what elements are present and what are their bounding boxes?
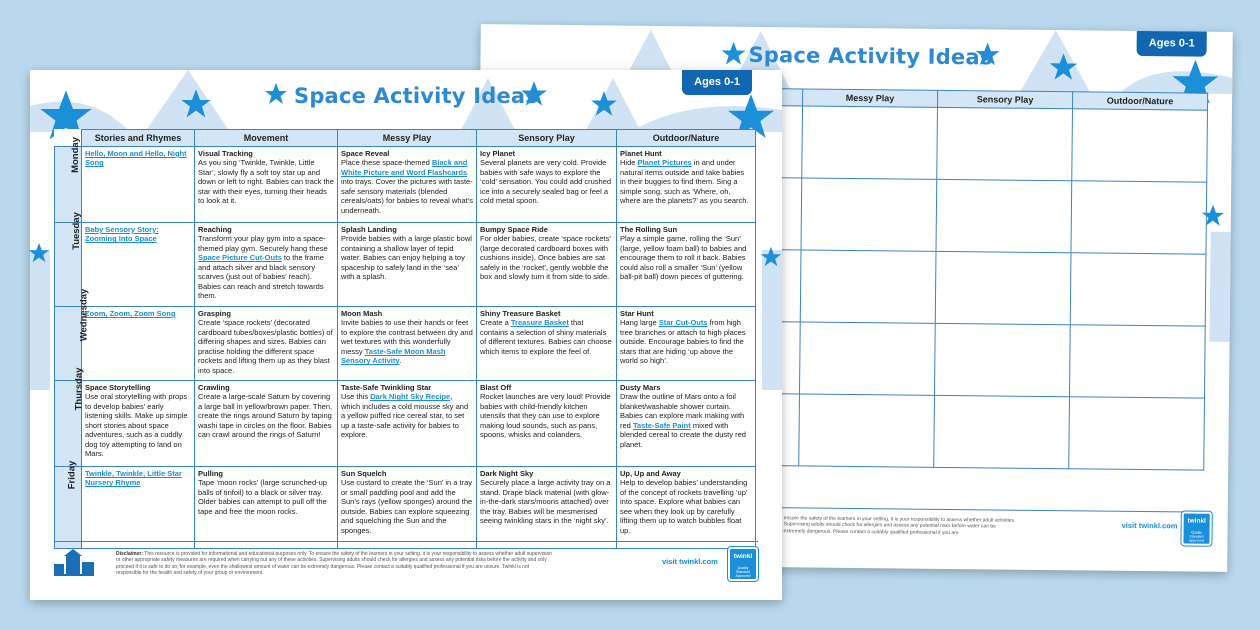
- side-rocket-icon: [1204, 232, 1231, 342]
- activity-text: in and under natural items outside and take babies in their buggies to find them. Sing a simple song, such as ‘Where, oh, where are the planets?’ as you search.: [620, 158, 749, 206]
- table-row: [55, 147, 756, 223]
- twinkl-quality-badge: [728, 547, 758, 581]
- activity-cell: [338, 147, 477, 223]
- activity-title: Grasping: [198, 309, 231, 318]
- table-row: [55, 307, 756, 381]
- back-empty-cell: [1070, 253, 1206, 326]
- activity-link[interactable]: Taste-Safe Paint: [632, 420, 691, 430]
- activity-text: Play a simple game, rolling the ‘Sun’ (large, yellow foam ball) to babies and encourage them to roll it back. Babies could also roll a smaller ‘Sun’ (yellow ball-pit ball) down pieces of guttering.: [620, 234, 747, 282]
- activity-link[interactable]: Twinkle, Twinkle, Little Star Nursery Rhyme: [85, 469, 182, 488]
- activity-cell: [477, 223, 617, 307]
- activity-text: that contains a selection of shiny materials of different textures. Babies can choose which items to explore the feel of.: [480, 318, 612, 356]
- activity-title: Icy Planet: [480, 149, 516, 158]
- activity-title: Reaching: [198, 225, 232, 234]
- activity-cell: [477, 147, 617, 223]
- activity-cell: [82, 467, 195, 549]
- activity-link[interactable]: Star Cut-Outs: [658, 318, 708, 328]
- header: [30, 70, 782, 130]
- back-empty-cell: [801, 178, 937, 251]
- column-header-messy-play: Messy Play: [338, 130, 477, 147]
- visit-twinkl-link[interactable]: visit twinkl.com: [662, 557, 718, 566]
- activity-title: Bumpy Space Ride: [480, 225, 548, 234]
- activity-cell: [82, 223, 195, 307]
- back-empty-cell: [934, 395, 1070, 468]
- activity-title: Taste-Safe Twinkling Star: [341, 383, 432, 392]
- activity-cell: [617, 223, 756, 307]
- activity-text: Several planets are very cold. Provide babies with safe ways to explore the ‘cold’ sensation. You could add crushed ice into a securely sealed bag or feel a cold metal spoon.: [480, 158, 612, 206]
- activity-title: Planet Hunt: [620, 149, 662, 158]
- disclaimer-label: Disclaimer:: [116, 551, 143, 557]
- back-empty-cell: [802, 106, 938, 179]
- table-row: [55, 381, 756, 467]
- column-header-movement: Movement: [195, 130, 338, 147]
- activity-title: Space Reveal: [341, 149, 390, 158]
- column-header-stories: Stories and Rhymes: [82, 130, 195, 147]
- activity-cell: [338, 223, 477, 307]
- activity-title: Up, Up and Away: [620, 469, 681, 478]
- star-icon: [1048, 52, 1078, 82]
- badge-brand: twinkl: [733, 553, 753, 560]
- badge-caption: Quality Standard Approved: [735, 566, 751, 578]
- activity-cell: [82, 381, 195, 467]
- activity-cell: [195, 307, 338, 381]
- activity-cell: [338, 307, 477, 381]
- back-column-header: Sensory Play: [938, 90, 1073, 108]
- activity-link[interactable]: Zoom, Zoom, Zoom Song: [85, 309, 176, 318]
- activity-link[interactable]: Taste-Safe Moon Mash Sensory Activity: [341, 346, 446, 366]
- activity-text: Use custard to create the ‘Sun’ in a tray or small paddling pool and add the Sun’s rays (yellow sponges) around the outside. Babies can explore squeezing and squelching the Sun and the sponges.: [341, 478, 473, 535]
- day-label: Friday: [55, 467, 82, 549]
- activity-cell: [617, 307, 756, 381]
- activity-cell: [617, 147, 756, 223]
- table-row: [55, 467, 756, 549]
- activity-text: Hang large: [620, 318, 659, 328]
- activity-cell: [338, 467, 477, 549]
- star-icon: [720, 41, 746, 67]
- star-icon: [590, 90, 618, 118]
- back-ages-badge: Ages 0-1: [1137, 31, 1207, 57]
- activity-link[interactable]: Treasure Basket: [510, 318, 569, 328]
- back-empty-cell: [1071, 181, 1207, 254]
- activity-title: Pulling: [198, 469, 223, 478]
- activity-title: Shiny Treasure Basket: [480, 309, 561, 318]
- activity-text: For older babies, create ‘space rockets’ (large decorated cardboard boxes with cushions inside). Once babies are sat safely in the ‘rocket’, gently wobble the box and slowly turn it from side to side.: [480, 234, 611, 282]
- activity-text: Tape ‘moon rocks’ (large scrunched-up balls of tinfoil) to a black or silver tray. Older babies can attempt to pull off the tape and free the moon rocks.: [198, 478, 327, 516]
- page-title: Space Activity Ideas: [294, 84, 538, 108]
- activity-text: Create a large-scale Saturn by covering a large ball in yellow/brown paper. Then, create the rings around Saturn by taping washi tape in circles on the floor. Babies can crawl around the rings of Saturn!: [198, 392, 333, 440]
- activity-title: Sun Squelch: [341, 469, 387, 478]
- back-badge-brand: twinkl: [1187, 517, 1206, 525]
- activity-text: from high tree branches or attach to high places outside. Encourage babies to find the stars that are hiding ‘up above the world so high’.: [620, 318, 746, 366]
- star-icon: [760, 246, 782, 268]
- activity-cell: [477, 307, 617, 381]
- activity-title: Blast Off: [480, 383, 512, 392]
- activity-text: .: [399, 356, 402, 366]
- back-empty-cell: [1069, 397, 1205, 470]
- column-header-outdoor-nature: Outdoor/Nature: [617, 130, 756, 147]
- activity-cell: [477, 467, 617, 549]
- star-icon: [28, 242, 50, 264]
- activity-title: Dusty Mars: [620, 383, 661, 392]
- activity-title: Star Hunt: [620, 309, 654, 318]
- back-empty-cell: [799, 394, 935, 467]
- activity-title: Crawling: [198, 383, 230, 392]
- activity-cell: [338, 381, 477, 467]
- back-empty-cell: [800, 250, 936, 323]
- activity-text: Invite babies to use their hands or feet to explore the contrast between dry and wet textures with this wonderfully messy: [341, 318, 473, 356]
- day-label: Thursday: [55, 381, 82, 467]
- back-empty-cell: [934, 323, 1070, 396]
- activity-text: Draw the outline of Mars onto a foil blanket/washable shower curtain. Babies can explore mark making with red: [620, 392, 745, 430]
- activity-title: Splash Landing: [341, 225, 397, 234]
- back-disclaimer: ensure the safety of the learners in your setting, it is your responsibility to assess whether adult activities. Supervising adults should check for allergies and assess any potential risks before water can be extremely dangerous. Please contact a suitably qualified professional if you are: [783, 515, 1016, 536]
- disclaimer-body: This resource is provided for informational and educational purposes only. To ensure the safety of the learners in your setting, it is your responsibility to assess whether adult supervision or other appropriate safety measures are required when carrying out any of these activities. Supervising adults should check for allergies and assess any potential risks before the activity and only proceed if it is safe to do so; for example, even the shallowest amount of water can be extremely dangerous. Please contact a suitably qualified professional if you are unsure. Twinkl is not responsible for the health and safety of your group or environment.: [116, 551, 553, 576]
- activity-text: mixed with blended cereal to create the dusty red planet.: [620, 420, 746, 449]
- back-column-header: Outdoor/Nature: [1072, 92, 1207, 110]
- star-icon: [264, 82, 288, 106]
- activity-link[interactable]: Black and White Picture and Word Flashcards: [341, 158, 468, 177]
- activity-cell: [195, 223, 338, 307]
- activity-text: into trays. Cover the pictures with taste-safe sensory materials (blended cereals/oats) for babies to reveal what’s underneath.: [341, 177, 474, 215]
- activity-text: Hide: [620, 158, 638, 168]
- back-empty-cell: [935, 251, 1071, 324]
- activity-link[interactable]: Dark Night Sky Recipe: [370, 392, 451, 402]
- back-empty-cell: [937, 107, 1073, 180]
- footer-rule: [54, 541, 758, 542]
- front-worksheet: [30, 70, 782, 600]
- activity-cell: [195, 467, 338, 549]
- activity-title: Dark Night Sky: [480, 469, 534, 478]
- activity-text: Transform your play gym into a space-themed play gym. Securely hang these: [198, 234, 328, 253]
- activity-cell: [195, 147, 338, 223]
- activity-cell: [617, 467, 756, 549]
- activity-text: Provide babies with a large plastic bowl containing a shallow layer of tepid water. Babies can enjoy helping a toy spaceship to safely land in the ‘sea’ with a splash.: [341, 234, 472, 282]
- column-header-sensory-play: Sensory Play: [477, 130, 617, 147]
- activity-text: Create ‘space rockets’ (decorated cardboard tubes/boxes/plastic bottles) of differing shapes and sizes. Babies can practise holding the different space rockets and lifting them up as they blast into space.: [198, 318, 333, 375]
- ages-badge: Ages 0-1: [682, 70, 752, 95]
- activity-link[interactable]: Space Picture Cut-Outs: [198, 253, 282, 263]
- day-label: Monday: [55, 147, 82, 223]
- activity-link[interactable]: Hello, Moon and Hello, Night Song: [85, 149, 187, 168]
- activity-title: Visual Tracking: [198, 149, 253, 158]
- activity-cell: [195, 381, 338, 467]
- activity-link[interactable]: Planet Pictures: [637, 158, 692, 168]
- back-badge-caption: Quality Standard Approved: [1188, 530, 1204, 543]
- activity-text: Rocket launches are very loud! Provide babies with child-friendly kitchen utensils that they can use to explore making loud sounds, such as pans, spoons, whisks and colanders.: [480, 392, 611, 440]
- disclaimer-text: [116, 551, 556, 576]
- activity-text: Securely place a large activity tray on a stand. Drape black material (with glow-in-the-dark stars/moons attached) over the tray. Babies will be mesmerised seeing twinkling stars in the ‘night sky’.: [480, 478, 611, 526]
- activity-text: Use oral storytelling with props to develop babies’ early listening skills. Make up simple short stories about space adventures, such as a cuddly dog toy attempting to land on Mars.: [85, 392, 188, 459]
- star-icon: [180, 88, 212, 120]
- activity-text: Place these space-themed: [341, 158, 432, 168]
- activity-text: , which includes a cold mousse sky and a yellow puffed rice cereal star, to set up a taste-safe activity for babies to explore.: [341, 392, 469, 440]
- activity-text: Use this: [341, 392, 371, 402]
- activity-title: Space Storytelling: [85, 383, 151, 392]
- activity-text: Create a: [480, 318, 511, 328]
- activity-text: As you sing ‘Twinkle, Twinkle, Little Star’, slowly fly a soft toy star up and down or left to right. Babies can track the star with their eyes, turning their heads to look at it.: [198, 158, 334, 206]
- back-empty-cell: [936, 179, 1072, 252]
- activity-title: The Rolling Sun: [620, 225, 678, 234]
- activity-cell: [477, 381, 617, 467]
- day-label: Wednesday: [55, 307, 82, 381]
- table-row: [55, 223, 756, 307]
- activity-table: [54, 129, 756, 549]
- back-title: Space Activity Ideas: [748, 42, 993, 70]
- back-empty-cell: [1072, 109, 1208, 182]
- activity-link[interactable]: Baby Sensory Story: Zooming Into Space: [85, 225, 159, 244]
- activity-text: Help to develop babies’ understanding of the concept of rockets travelling ‘up’ into space. Explore what babies can see when they look up by carefully lifting them up to watch bubbles float up.: [620, 478, 748, 535]
- back-empty-cell: [1069, 325, 1205, 398]
- activity-text: to the frame and attach silver and black sensory scarves (just out of babies’ reach). Babies can reach and stretch towards them.: [198, 253, 324, 301]
- activity-cell: [617, 381, 756, 467]
- back-empty-cell: [799, 322, 935, 395]
- back-visit-link[interactable]: visit twinkl.com: [1121, 520, 1178, 531]
- back-column-header: Messy Play: [803, 89, 938, 107]
- activity-cell: [82, 147, 195, 223]
- back-twinkl-badge: [1181, 511, 1211, 545]
- activity-cell: [82, 307, 195, 381]
- day-label: Tuesday: [55, 223, 82, 307]
- school-building-icon: [54, 548, 96, 576]
- activity-title: Moon Mash: [341, 309, 383, 318]
